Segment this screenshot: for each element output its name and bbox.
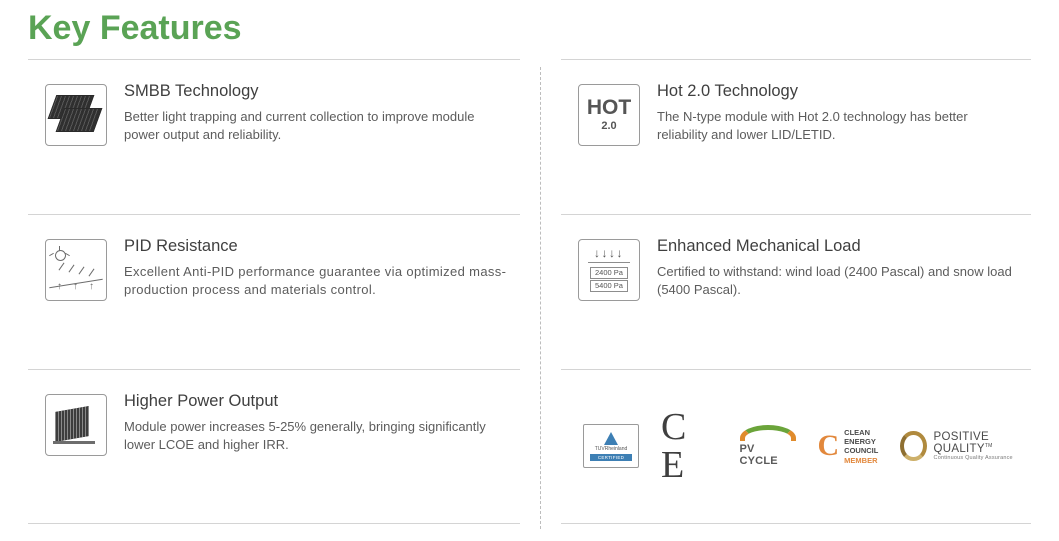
feature-description: Certified to withstand: wind load (2400 Pascal) and snow load (5400 Pascal). bbox=[657, 263, 1012, 298]
ce-mark-label: C E bbox=[661, 406, 690, 487]
cec-member-label: MEMBER bbox=[844, 455, 878, 465]
tuv-rheinland-logo bbox=[583, 424, 639, 468]
feature-description: Excellent Anti-PID performance guarantee via optimized mass-production process and materials control. bbox=[124, 263, 507, 298]
feature-text bbox=[657, 60, 1031, 145]
load-arrows-icon: ↓↓↓↓ bbox=[594, 246, 624, 261]
feature-smbb-technology bbox=[28, 59, 520, 214]
hot-2-0-icon bbox=[578, 84, 640, 146]
positive-quality-trademark: TM bbox=[984, 443, 993, 450]
pv-cycle-arc-icon bbox=[740, 425, 796, 441]
feature-title: SMBB Technology bbox=[124, 81, 259, 100]
cec-line-3: COUNCIL bbox=[844, 446, 879, 456]
pv-cycle-logo bbox=[740, 425, 796, 467]
tuv-label: TUVRheinland bbox=[594, 445, 628, 452]
tuv-certified-label: CERTIFIED bbox=[590, 454, 632, 461]
page-title: Key Features bbox=[28, 9, 242, 47]
snow-load-value: 5400 Pa bbox=[590, 280, 628, 292]
pid-resistance-icon: ↑ ↑ ↑ bbox=[45, 239, 107, 301]
feature-icon-wrap bbox=[561, 215, 657, 301]
feature-icon-wrap bbox=[28, 215, 124, 301]
left-column bbox=[28, 59, 520, 537]
cec-line-2: ENERGY bbox=[844, 436, 876, 446]
positive-quality-mark-icon bbox=[900, 431, 926, 461]
feature-hot-2-0-technology bbox=[561, 59, 1031, 214]
feature-description: The N-type module with Hot 2.0 technology has better reliability and lower LID/LETID. bbox=[657, 108, 968, 143]
feature-text bbox=[124, 370, 520, 455]
feature-icon-wrap bbox=[28, 370, 124, 456]
hot-icon-subtext: 2.0 bbox=[601, 120, 617, 133]
features-columns bbox=[28, 59, 1031, 537]
cec-mark-icon: C bbox=[817, 429, 840, 463]
feature-enhanced-mechanical-load bbox=[561, 214, 1031, 369]
positive-quality-subtitle: Continuous Quality Assurance bbox=[933, 455, 1013, 462]
wind-load-value: 2400 Pa bbox=[590, 267, 628, 279]
hot-icon-text: HOT bbox=[586, 96, 632, 120]
feature-title: Hot 2.0 Technology bbox=[657, 81, 798, 100]
positive-quality-logo bbox=[900, 431, 1031, 461]
feature-text bbox=[124, 215, 520, 300]
certification-logos-row bbox=[561, 369, 1031, 524]
positive-quality-label: POSITIVE QUALITY bbox=[933, 431, 989, 456]
feature-pid-resistance bbox=[28, 214, 520, 369]
clean-energy-council-logo bbox=[818, 428, 879, 466]
cec-line-1: CLEAN bbox=[844, 427, 871, 437]
mechanical-load-icon bbox=[578, 239, 640, 301]
right-column bbox=[561, 59, 1031, 537]
feature-text bbox=[124, 60, 520, 145]
feature-title: Enhanced Mechanical Load bbox=[657, 236, 861, 255]
solar-panel-icon bbox=[45, 84, 107, 146]
feature-text bbox=[657, 215, 1031, 300]
feature-higher-power-output bbox=[28, 369, 520, 524]
feature-title: PID Resistance bbox=[124, 236, 238, 255]
feature-icon-wrap bbox=[561, 60, 657, 146]
pv-cycle-label: PV CYCLE bbox=[739, 443, 778, 468]
feature-description: Module power increases 5-25% generally, bringing significantly lower LCOE and higher IRR. bbox=[124, 418, 486, 453]
power-output-icon bbox=[45, 394, 107, 456]
ce-mark-logo bbox=[661, 406, 718, 487]
feature-title: Higher Power Output bbox=[124, 391, 279, 410]
feature-icon-wrap bbox=[28, 60, 124, 146]
column-divider bbox=[520, 59, 561, 537]
feature-description: Better light trapping and current collection to improve module power output and reliability. bbox=[124, 108, 475, 143]
